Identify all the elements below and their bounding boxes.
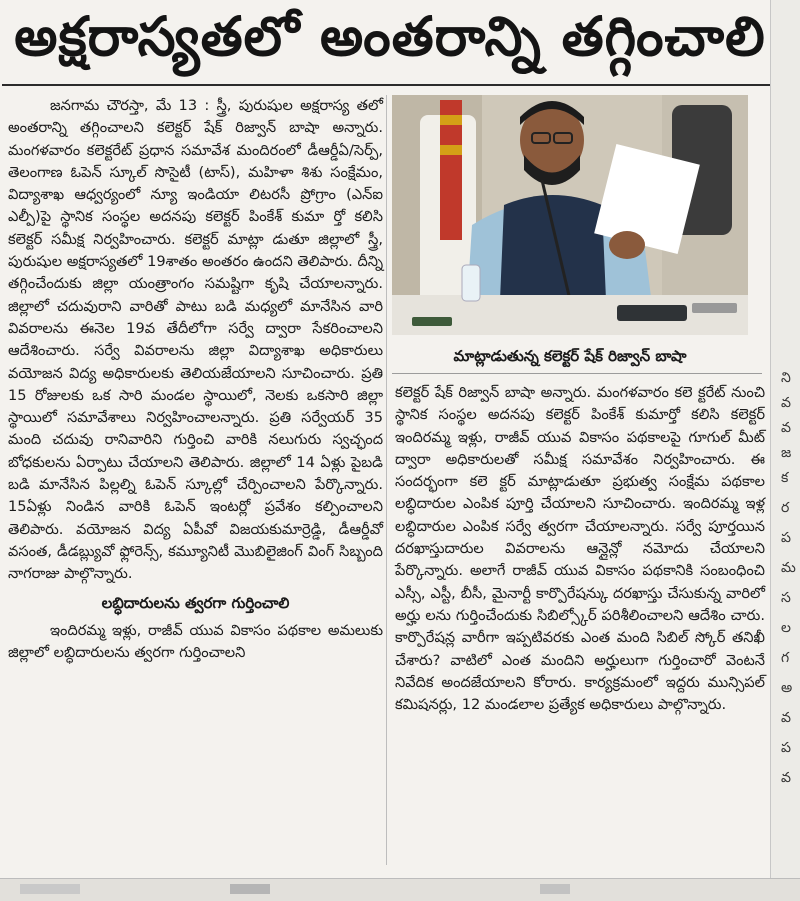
bottom-mark	[20, 884, 80, 894]
headline-rule	[2, 84, 772, 86]
photo-caption: మాట్లాడుతున్న కలెక్టర్ షేక్ రిజ్వాన్ బాషా	[453, 347, 687, 365]
edge-glyph: ర	[781, 500, 790, 516]
edge-glyph: వ	[781, 770, 791, 786]
bottom-strip	[0, 878, 800, 901]
caption-rule	[392, 373, 762, 374]
edge-glyph: అ	[781, 680, 793, 696]
edge-glyph: ప	[781, 740, 791, 756]
right-column	[395, 382, 765, 716]
subhead: లబ్ధిదారులను త్వరగా గుర్తించాలి	[101, 593, 290, 612]
edge-glyph: స	[781, 590, 791, 606]
edge-glyph: వ	[781, 420, 791, 436]
adjacent-article-strip	[770, 0, 800, 880]
edge-glyph: క	[781, 470, 789, 486]
column-divider	[386, 95, 387, 865]
right-paragraph: కలెక్టర్ షేక్ రిజ్వాన్ బాషా అన్నారు. మంగళవారం కలె క్టరేట్ నుంచి స్థానిక సంస్థల అదనపు కలెక్టర్ పింకేశ్ కుమార్తో కలిసి కలెక్టర్ ఇందిరమ్మ ఇళ్లు, రాజీవ్ యువ వికాసం పథకాలపై గూగుల్ మీట్ ద్వారా అధికారులతో సమీక్ష సమావేశం నిర్వహించారు. ఈ సందర్భంగా కలె క్టర్ మాట్లాడుతూ ప్రభుత్వ సంక్షేమ పథకాల లబ్ధిదారుల ఎంపిక పూర్తి చేయాలని సూచించారు. ఇందిరమ్మ ఇళ్ల లబ్ధిదారుల ఎంపిక సర్వే త్వరగా చేయాలన్నారు. సర్వే పూర్తయిన దరఖాస్తుదారుల వివరాలను ఆన్లైన్లో నమోదు చేయాలని పేర్కొన్నారు. అలాగే రాజీవ్ యువ వికాసం పథకానికి సంబంధించి ఎస్సీ, ఎస్టీ, బీసీ, మైనార్టీ కార్పొరేషన్కు దరఖాస్తు చేసుకున్న వారిలో అర్హు లను గుర్తించేందుకు సిబిల్స్కోర్ పరిశీలించాలని ఆదేశిం చారు. కార్పొరేషన్ల వారీగా ఇప్పటివరకు ఎంత మంది సిబిల్ స్కోర్ తనిఖీ చేశారు? వాటిలో ఎంత మందిని అర్హులుగా గుర్తించారో వెంటనే నివేదిక అందజేయాలని కోరారు. కార్యక్రమంలో ఇద్దరు మున్సిపల్ కమిషనర్లు, 12 మండలాల ప్రత్యేక అధికారులు పాల్గొన్నారు.	[395, 384, 765, 714]
left-column	[8, 95, 383, 664]
edge-glyph: వ	[781, 710, 791, 726]
bottom-mark	[540, 884, 570, 894]
edge-glyph: గ	[781, 650, 790, 666]
left-paragraph-after-subhead: ఇందిరమ్మ ఇళ్లు, రాజీవ్ యువ వికాసం పథకాల అమలుకు జిల్లాలో లబ్ధిదారులను త్వరగా గుర్తించాలని	[8, 621, 383, 661]
left-paragraph: జనగామ చౌరస్తా, మే 13 : స్త్రీ, పురుషుల అక్షరాస్య తలో అంతరాన్ని తగ్గించాలని కలెక్టర్ షేక్ రిజ్వాన్ బాషా అన్నారు. మంగళవారం కలెక్టరేట్ ప్రధాన సమావేశ మందిరంలో డీఆర్డీఏ/సెర్ప్, తెలంగాణ ఓపెన్ స్కూల్ సొసైటీ (టాస్), మహిళా శిశు సంక్షేమం, విద్యాశాఖ ఆధ్వర్యంలో న్యూ ఇండియా లిటరసీ ప్రోగ్రాం (ఎన్ఐ ఎల్పీ)పై స్థానిక సంస్థల అదనపు కలెక్టర్ పింకేశ్ కుమా ర్తో కలిసి కలెక్టర్ సమీక్ష నిర్వహించారు. కలెక్టర్ మాట్లా డుతూ జిల్లాలో స్త్రీ, పురుషుల అక్షరాస్యతలో 19శాతం అంతరం ఉందని తెలిపారు. దీన్ని తగ్గించేందుకు జిల్లా యంత్రాంగం సమష్టిగా కృషి చేయాలన్నారు. జిల్లాలో చదువురాని వారితో పాటు బడి మధ్యలో మానేసిన వారి వివరాలను ఈనెల 19వ తేదీలోగా సర్వే ద్వారా సేకరించాలని ఆదేశించారు. సర్వే వివరాలను జిల్లా విద్యాశాఖ అధికారులు వయోజన విద్య అధికారులకు తెలియజేయాలని సూచించారు. ప్రతి 15 రోజులకు ఒక సారి మండల స్థాయిలో, నెలకు ఒకసారి జిల్లా స్థాయిలో సమావేశాలు నిర్వహించాలన్నారు. ప్రతి సర్వేయర్ 35 మంది చదువు రానివారిని గుర్తించి వారికి నలుగురు స్వచ్ఛంద బోధకులను ఏర్పాటు చేయాలని తెలిపారు. జిల్లాలో 14 ఏళ్లు పైబడి బడి మానేసిన పిల్లల్ని ఓపెన్ స్కూల్లో చేర్పించాలని పేర్కొన్నారు. 15ఏళ్లు నిండిన వారికి ఓపెన్ ఇంటర్లో ప్రవేశం కల్పించాలని తెలిపారు. వయోజన విద్య ఏపీవో విజయకుమార్రెడ్డి, డీఆర్డీవో వసంత, డీడబ్ల్యువో ఫ్లోరెన్స్, కమ్యూనిటీ మొబిలైజింగ్ వింగ్ సిబ్బంది నాగరాజు పాల్గొన్నారు.	[8, 97, 383, 583]
edge-glyph: ప	[781, 530, 791, 546]
edge-glyph: ల	[781, 620, 791, 636]
headline: అక్షరాస్యతలో అంతరాన్ని తగ్గించాలి	[14, 4, 766, 68]
edge-glyph: వ	[781, 395, 791, 411]
news-photo	[392, 95, 748, 335]
edge-glyph: ని	[781, 370, 791, 386]
collector-photo-illustration	[392, 95, 748, 335]
bottom-mark	[230, 884, 270, 894]
edge-glyph: జ	[781, 445, 792, 461]
edge-glyph: మ	[781, 560, 796, 576]
